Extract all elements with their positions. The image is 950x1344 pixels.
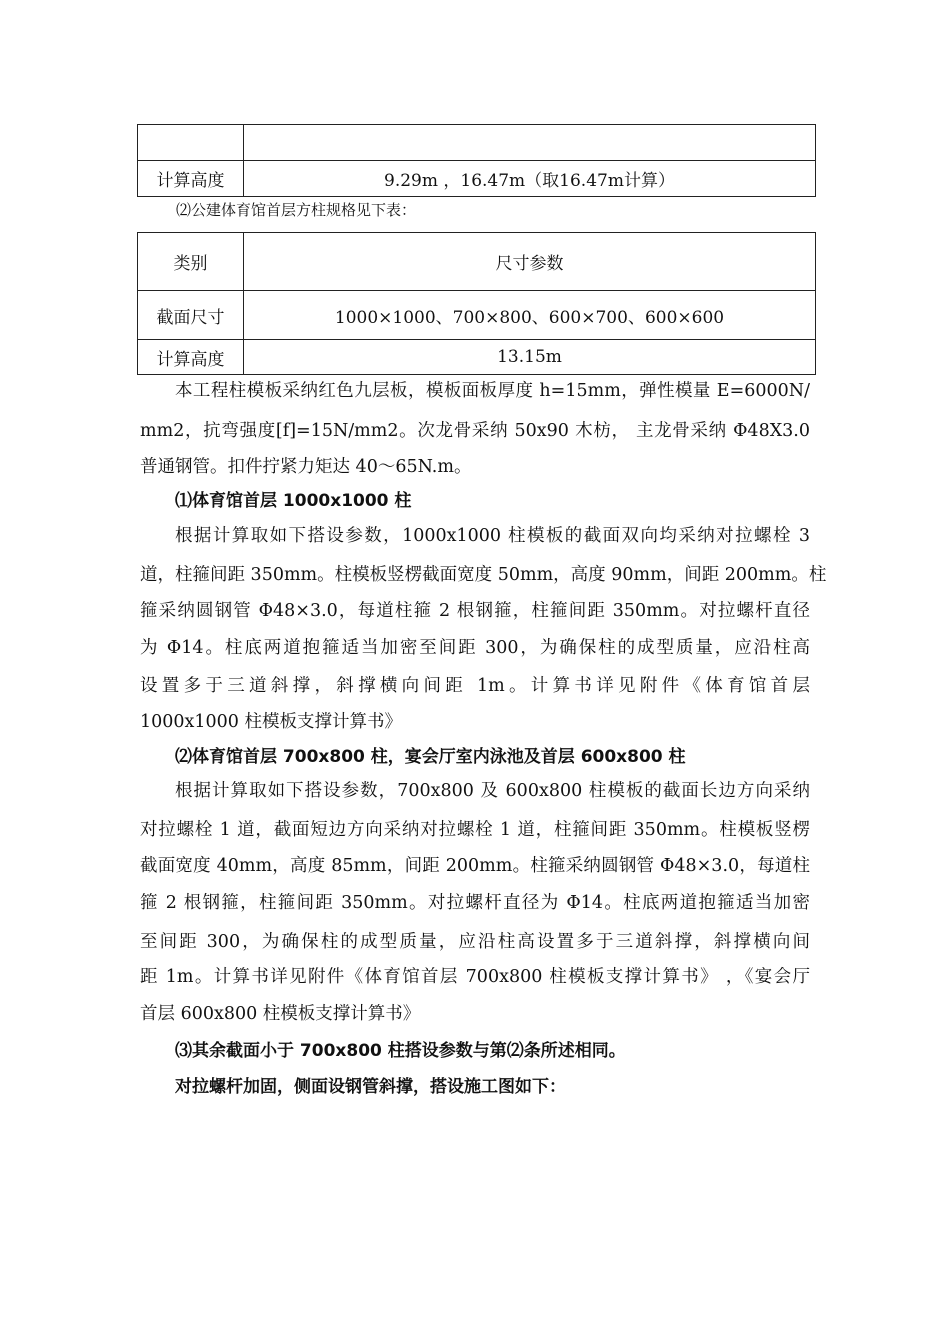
table-header-value: 尺寸参数 [244, 233, 816, 291]
table-row [138, 125, 816, 161]
table-cell-value: 9.29m ，16.47m（取16.47m计算） [244, 161, 816, 197]
column-spec-table-continued [137, 124, 816, 197]
table-header-label: 类别 [138, 233, 244, 291]
table-row [138, 161, 816, 197]
paragraph-line: 至间距 300，为确保柱的成型质量，应沿柱高设置多于三道斜撑，斜撑横向间 [140, 932, 810, 952]
paragraph-line: 根据计算取如下搭设参数，1000x1000 柱模板的截面双向均采纳对拉螺栓 3 [175, 526, 810, 546]
section-heading: ⑶其余截面小于 700x800 柱搭设参数与第⑵条所述相同。 [175, 1041, 626, 1061]
paragraph-line: 距 1m。计算书详见附件《体育馆首层 700x800 柱模板支撑计算书》 ，《宴会厅 [140, 967, 810, 987]
paragraph-line: 根据计算取如下搭设参数，700x800 及 600x800 柱模板的截面长边方向采纳 [175, 781, 810, 801]
table-cell-value [244, 125, 816, 161]
table-cell-value: 1000×1000、700×800、600×700、600×600 [244, 291, 816, 340]
table-header-row [138, 233, 816, 291]
table-cell-label: 计算高度 [138, 161, 244, 197]
paragraph-line: mm2，抗弯强度[f]=15N/mm2。次龙骨采纳 50x90 木枋， 主龙骨采纳 Φ48X3.0 [140, 421, 810, 441]
table-cell-label [138, 125, 244, 161]
paragraph-line: 普通钢管。扣件拧紧力矩达 40～65N.m。 [140, 457, 472, 477]
table-cell-label: 截面尺寸 [138, 291, 244, 340]
table-row [138, 340, 816, 375]
paragraph-line: 箍采纳圆钢管 Φ48×3.0，每道柱箍 2 根钢箍，柱箍间距 350mm。对拉螺杆直径 [140, 601, 810, 621]
paragraph-line: 本工程柱模板采纳红色九层板，模板面板厚度 h=15mm，弹性模量 E=6000N/ [175, 381, 810, 401]
paragraph-line: 首层 600x800 柱模板支撑计算书》 [140, 1004, 421, 1024]
table-cell-label: 计算高度 [138, 340, 244, 375]
paragraph-line: 1000x1000 柱模板支撑计算书》 [140, 712, 403, 732]
table-row [138, 291, 816, 340]
paragraph-line: 箍 2 根钢箍，柱箍间距 350mm。对拉螺杆直径为 Φ14。柱底两道抱箍适当加密 [140, 893, 810, 913]
section-heading: ⑴体育馆首层 1000x1000 柱 [175, 491, 412, 511]
gym-column-spec-table [137, 232, 816, 375]
paragraph-line: 对拉螺栓 1 道，截面短边方向采纳对拉螺栓 1 道，柱箍间距 350mm。柱模板竖楞 [140, 820, 810, 840]
paragraph-line: 为 Φ14。柱底两道抱箍适当加密至间距 300，为确保柱的成型质量，应沿柱高 [140, 638, 810, 658]
table-cell-value: 13.15m [244, 340, 816, 375]
table-caption: ⑵公建体育馆首层方柱规格见下表： [176, 201, 417, 219]
section-heading: ⑵体育馆首层 700x800 柱，宴会厅室内泳池及首层 600x800 柱 [175, 747, 686, 767]
paragraph-line: 设置多于三道斜撑，斜撑横向间距 1m。计算书详见附件《体育馆首层 [140, 676, 810, 696]
paragraph-line: 截面宽度 40mm，高度 85mm，间距 200mm。柱箍采纳圆钢管 Φ48×3.0，每道柱 [140, 856, 810, 876]
section-heading: 对拉螺杆加固，侧面设钢管斜撑，搭设施工图如下： [175, 1077, 566, 1097]
paragraph-line: 道，柱箍间距 350mm。柱模板竖楞截面宽度 50mm，高度 90mm，间距 200mm。柱 [140, 565, 827, 585]
